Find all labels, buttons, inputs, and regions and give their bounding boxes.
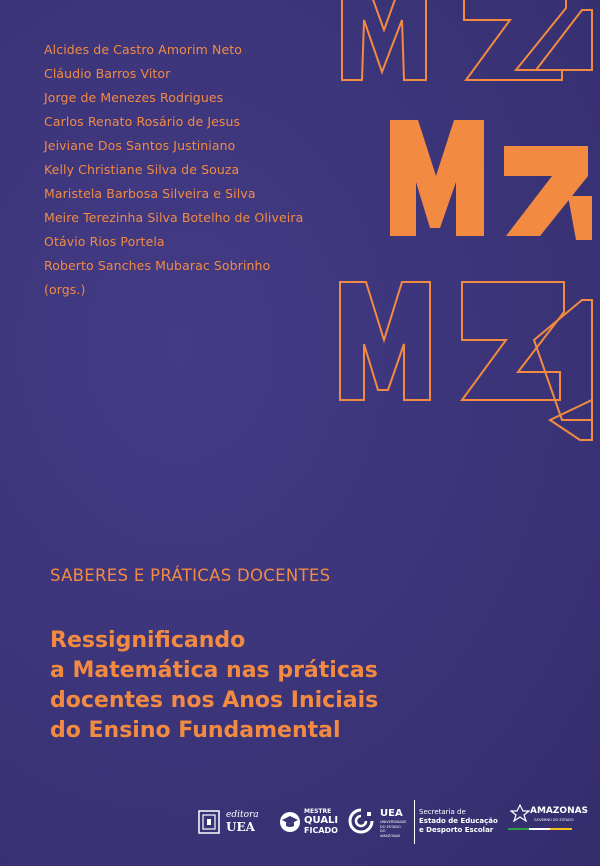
editora-uea-label: UEA xyxy=(226,820,255,834)
organizers-note: (orgs.) xyxy=(44,282,86,297)
author-name: Jeiviane Dos Santos Justiniano xyxy=(44,138,236,153)
uea-subtitle: UNIVERSIDADE DO ESTADO DO AMAZONAS xyxy=(380,820,407,838)
author-name: Meire Terezinha Silva Botelho de Oliveira xyxy=(44,210,304,225)
decorative-m7-lettering xyxy=(330,0,600,460)
seduc-logo xyxy=(414,800,503,844)
uea-emblem-icon xyxy=(348,808,374,836)
title-line: docentes nos Anos Iniciais xyxy=(50,688,379,713)
amazonas-government-logo xyxy=(506,800,589,844)
graduation-cap-icon xyxy=(278,808,302,834)
title-line: Ressignificando xyxy=(50,628,246,653)
outline-7-top xyxy=(464,0,566,80)
uea-label: UEA xyxy=(380,808,403,819)
publisher-logos xyxy=(196,800,596,850)
solid-m xyxy=(390,120,484,236)
outline-slash-bottom xyxy=(534,300,592,420)
author-name: Maristela Barbosa Silveira e Silva xyxy=(44,186,256,201)
seduc-line-1: Secretaria de xyxy=(419,808,466,816)
seduc-line-2: Estado de Educação xyxy=(419,817,498,825)
title-line: a Matemática nas práticas xyxy=(50,658,378,683)
author-name: Otávio Rios Portela xyxy=(44,234,165,249)
flag-stripe xyxy=(508,828,572,830)
editora-uea-logo xyxy=(196,800,258,844)
editora-emblem-icon xyxy=(198,810,220,834)
seduc-line-3: e Desporto Escolar xyxy=(419,826,494,834)
outline-m-top xyxy=(342,0,426,80)
author-name: Alcides de Castro Amorim Neto xyxy=(44,42,242,57)
outline-slash-top xyxy=(536,10,592,70)
amazonas-label: AMAZONAS xyxy=(530,806,589,816)
uea-logo xyxy=(348,800,408,844)
book-title xyxy=(50,626,378,746)
outline-m-bottom xyxy=(340,282,430,400)
solid-7-chip xyxy=(568,196,592,240)
ficado-label: FICADO xyxy=(304,826,338,835)
amazonas-crest-icon xyxy=(510,804,530,822)
series-name: SABERES E PRÁTICAS DOCENTES xyxy=(50,566,331,585)
author-name: Roberto Sanches Mubarac Sobrinho xyxy=(44,258,271,273)
quali-label: QUALI xyxy=(304,815,339,826)
author-name: Jorge de Menezes Rodrigues xyxy=(44,90,224,105)
author-name: Kelly Christiane Silva de Souza xyxy=(44,162,240,177)
author-list xyxy=(44,40,303,304)
title-line: do Ensino Fundamental xyxy=(50,718,341,743)
author-name: Cláudio Barros Vitor xyxy=(44,66,171,81)
mestre-qualificado-logo xyxy=(278,800,340,844)
editora-label: editora xyxy=(226,810,259,820)
author-name: Carlos Renato Rosário de Jesus xyxy=(44,114,241,129)
mestre-label: MESTRE xyxy=(304,808,332,815)
amazonas-subtitle: GOVERNO DO ESTADO xyxy=(534,818,574,822)
